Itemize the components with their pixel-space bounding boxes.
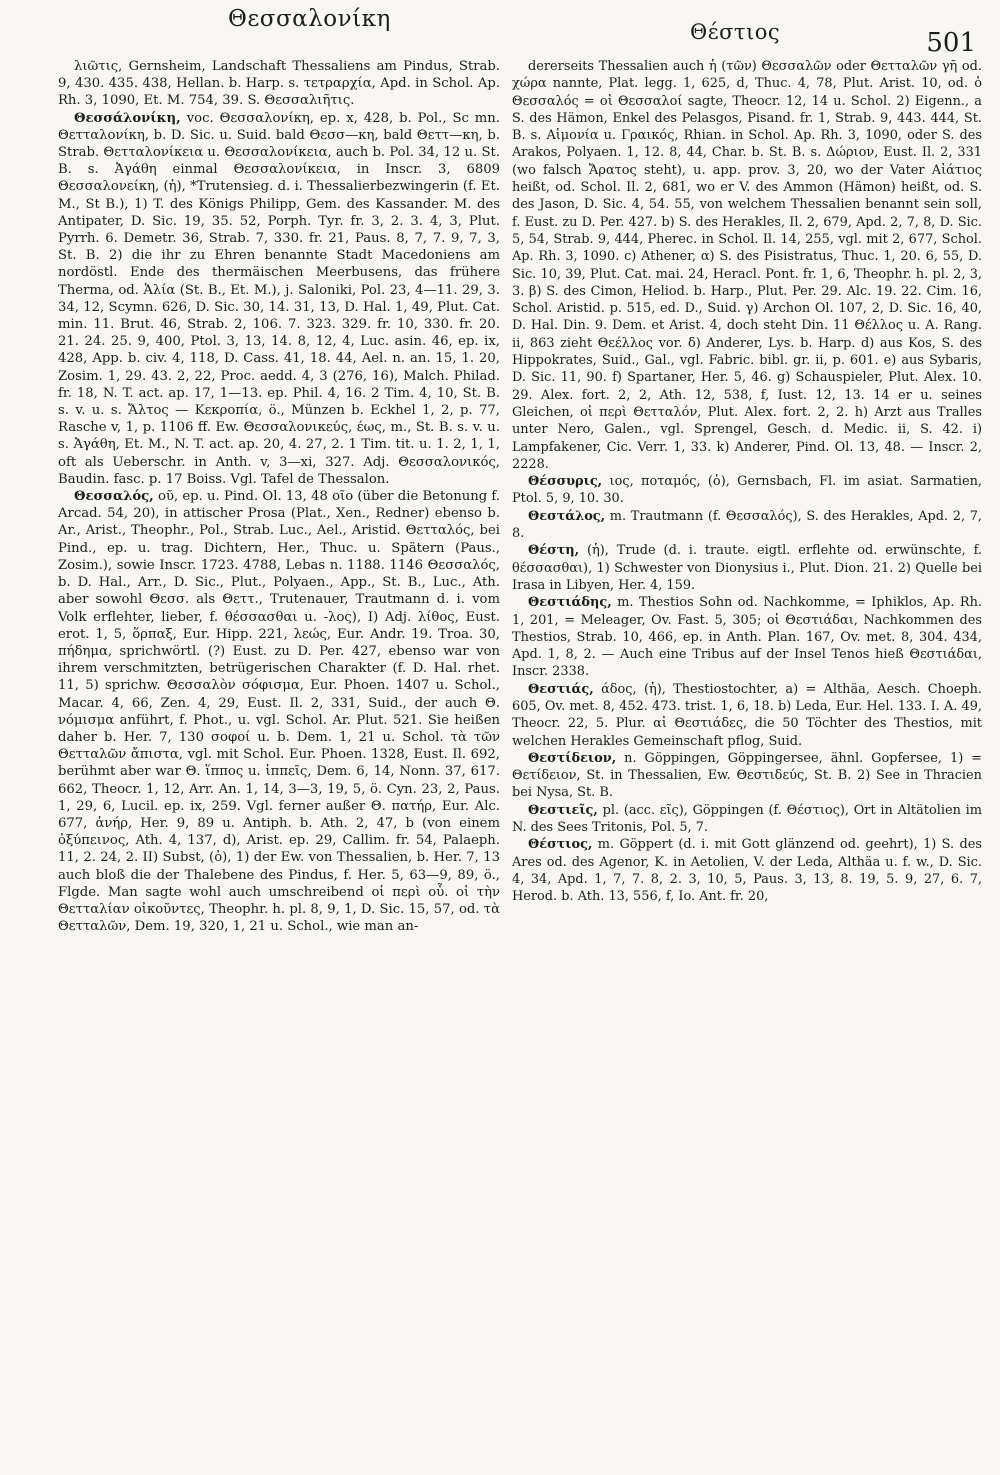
dictionary-entry [58, 58, 500, 110]
right-column [512, 58, 982, 1463]
entry-text: οῦ, ep. u. Pind. Ol. 13, 48 οῖο (über die Betonung f. Arcad. 54, 20), in attischer Prosa (Plat., Xen., Redner) ebenso b. Ar., Arist., Theophr., Pol., Strab. Luc., Ael., Aristid. Θετταλός, bei Pind., ep. u. trag. Dichtern, Her., Thuc. u. Spätern (Paus., Zosim.), sowie Inscr. 1723. 4788, Lebas n. 1188. 1146 Θεσσαλός, b. D. Hal., Arr., D. Sic., Plut., Polyaen., App., St. B., Luc., Ath. aber sowohl Θεσσ. als Θεττ., Trutenauer, Trautmann d. i. vom Volk erflehter, lieber, f. θέσσασθαι u. -λος), I) Adj. λίθος, Eust. erot. 1, 5, ὅρπαξ, Eur. Hipp. 221, λεώς, Eur. Andr. 19. Troa. 30, πήδημα, sprichwörtl. (?) Eust. zu D. Per. 427, ebenso war von ihrem verschmitzten, betrügerischen Charakter (f. D. Hal. rhet. 11, 5) sprichw. Θεσσαλὸν σόφισμα, Eur. Phoen. 1407 u. Schol., Macar. 4, 66, Zen. 4, 29, Eust. Il. 2, 331, Suid., der auch Θ. νόμισμα anführt, f. Phot., u. vgl. Schol. Ar. Plut. 521. Sie heißen daher b. Her. 7, 130 σοφοί u. b. Dem. 1, 21 u. Schol. τὰ τῶν Θετταλῶν ἄπιστα, vgl. mit Schol. Eur. Phoen. 1328, Eust. Il. 692, berühmt aber war Θ. ἵππος u. ἱππεῖς, Dem. 6, 14, Nonn. 37, 617. 662, Theocr. 1, 12, Arr. An. 1, 14, 3—3, 19, 5, ö. Cyn. 23, 2, Paus. 1, 29, 6, Lucil. ep. ix, 259. Vgl. ferner außer Θ. πατήρ, Eur. Alc. 677, ἀνήρ, Her. 9, 89 u. Antiph. b. Ath. 2, 47, b (von einem ὀξύπεινος, Ath. 4, 137, d), Arist. ep. 29, Callim. fr. 54, Palaeph. 11, 2. 24, 2. II) Subst, (ὁ), 1) der Ew. von Thessalien, b. Her. 7, 13 auch bloß die der Thalebene des Pindus, f. Her. 5, 63—9, 89, ö., Flgde. Man sagte wohl auch umschreibend οἱ περὶ οὗ. οἱ τὴν Θετταλίαν οἰκοῦντες, Theophr. h. pl. 8, 9, 1, D. Sic. 15, 57, od. τὰ Θετταλῶν, Dem. 19, 320, 1, 21 u. Schol., wie man an- [58, 489, 500, 935]
entry-headword: Θέσσυρις, [528, 474, 603, 490]
entry-text: m. Thestios Sohn od. Nachkomme, = Iphiklos, Ap. Rh. 1, 201, = Meleager, Ov. Fast. 5, 305; οἱ Θεστιάδαι, Nachkommen des Thestios, Strab. 10, 466, ep. in Anth. Plan. 167, Ov. met. 8, 304. 434, Apd. 1, 8, 2. — Auch eine Tribus auf der Insel Tenos hieß Θεστιάδαι, Inscr. 2338. [512, 595, 982, 680]
entry-headword: Θέστη, [528, 543, 580, 559]
entry-headword: Θεστιεῖς, [528, 802, 598, 818]
entry-text: (ἡ), Trude (d. i. traute. eigtl. erflehte od. erwünschte, f. θέσσασθαι), 1) Schwester von Dionysius i., Plut. Dion. 21. 2) Quelle bei Irasa in Libyen, Her. 4, 159. [512, 543, 982, 593]
running-head-right: Θέστιος [690, 20, 781, 44]
dictionary-entry [512, 542, 982, 594]
running-head-left: Θεσσαλονίκη [228, 6, 391, 32]
entry-text: λιῶτις, Gernsheim, Landschaft Thessaliens am Pindus, Strab. 9, 430. 435. 438, Hellan. b. Harp. s. τετραρχία, Apd. in Schol. Ap. Rh. 3, 1090, Et. M. 754, 39. S. Θεσσαλιῆτις. [58, 59, 500, 109]
entry-headword: Θέστιος, [528, 837, 593, 853]
dictionary-entry [512, 750, 982, 802]
dictionary-entry [512, 508, 982, 543]
dictionary-entry [58, 110, 500, 488]
entry-text: άδος, (ἡ), Thestiostochter, a) = Althäa, Aesch. Choeph. 605, Ov. met. 8, 452. 473. trist. 1, 6, 18. b) Leda, Eur. Hel. 133. I. A. 49, Theocr. 22, 5. Plur. αἱ Θεστιάδες, die 50 Töchter des Thestios, mit welchen Herakles Gemeinschaft pflog, Suid. [512, 681, 982, 749]
dictionary-entry [512, 58, 982, 473]
entry-headword: Θεστίδειον, [528, 750, 617, 766]
entry-text: m. Göppert (d. i. mit Gott glänzend od. geehrt), 1) S. des Ares od. des Agenor, K. in Aetolien, V. der Leda, Althäa u. f. w., D. Sic. 4, 34, Apd. 1, 7, 7. 8, 2. 3, 10, 5, Paus. 3, 13, 8. 19, 5. 9, 27, 6. 7, Herod. b. Ath. 13, 556, f, Io. Ant. fr. 20, [512, 837, 982, 905]
entry-text: voc. Θεσσαλονίκη, ep. x, 428, b. Pol., Sc mn. Θετταλονίκη, b. D. Sic. u. Suid. bald Θεσσ—κη, bald Θεττ—κη, b. Strab. Θετταλονίκεια u. Θεσσαλονίκεια, auch b. Pol. 34, 12 u. St. B. s. Ἀγάθη einmal Θεσσαλονίκεια, in Inscr. 3, 6809 Θεσσαλονείκη, (ἡ), *Trutensieg. d. i. Thessalierbezwingerin (f. Et. M., St B.), 1) T. des Königs Philipp, Gem. des Kassander. M. des Antipater, D. Sic. 19, 35. 52, Porph. Tyr. fr. 3, 2. 3. 4, 3, Plut. Pyrrh. 6. Demetr. 36, Strab. 7, 330. fr. 21, Paus. 8, 7, 7. 9, 7, 3, St. B. 2) die ihr zu Ehren benannte Stadt Macedoniens am nordöstl. Ende des thermäischen Meerbusens, das frühere Therma, od. Ἁλία (St. B., Et. M.), j. Saloniki, Pol. 23, 4—11. 29, 3. 34, 12, Scymn. 626, D. Sic. 30, 14. 31, 13, D. Hal. 1, 49, Plut. Cat. min. 11. Brut. 46, Strab. 2, 106. 7. 323. 329. fr. 10, 330. fr. 20. 21. 24. 25. 9, 400, Ptol. 3, 13, 14. 8, 12, 4, Luc. asin. 46, ep. ix, 428, App. b. civ. 4, 118, D. Cass. 41, 18. 44, Ael. n. an. 15, 1. 20, Zosim. 1, 29. 43. 2, 22, Proc. aedd. 4, 3 (276, 16), Malch. Philad. fr. 18, N. T. act. ap. 17, 1—13. ep. Phil. 4, 16. 2 Tim. 4, 10, St. B. s. v. u. s. Ἄλτος — Κεκροπία, ö., Münzen b. Eckhel 1, 2, p. 77, Rasche v, 1, p. 1106 ff. Ew. Θεσσαλονικεύς, έως, m., St. B. s. v. u. s. Ἀγάθη, Et. M., N. T. act. ap. 20, 4. 27, 2. 1 Tim. tit. u. 1. 2, 1, 1, oft als Ueberschr. in Anth. v, 3—xi, 327. Adj. Θεσσαλονικός, Baudin. fasc. p. 17 Boiss. Vgl. Tafel de Thessalon. [58, 110, 500, 487]
page-number: 501 [926, 28, 976, 58]
entry-text: pl. (acc. εῖς), Göppingen (f. Θέστιος), Ort in Altätolien im N. des Sees Tritonis, Pol. 5, 7. [512, 802, 982, 836]
entry-headword: Θεσσαλός, [74, 489, 154, 505]
entry-text: dererseits Thessalien auch ἡ (τῶν) Θεσσαλῶν oder Θετταλῶν γῆ od. χώρα nannte, Plat. legg. 1, 625, d, Thuc. 4, 78, Plut. Arist. 10, od. ὁ Θεσσαλός = οἱ Θεσσαλοί sagte, Theocr. 12, 14 u. Schol. 2) Eigenn., a S. des Hämon, Enkel des Pelasgos, Pisand. fr. 1, Strab. 9, 443. 444, St. B. s. Αἱμονία u. Γραικός, Rhian. in Schol. Ap. Rh. 3, 1090, oder S. des Arakos, Polyaen. 1, 12. 8, 44, Char. b. St. B. s. Δώριον, Eust. Il. 2, 331 (wo falsch Ἄρατος steht), u. app. prov. 3, 20, wo der Vater Αἰάτιος heißt, od. Schol. Il. 2, 681, wo er V. des Ammon (Hämon) heißt, od. S. des Jason, D. Sic. 4, 54. 55, von welchem Thessalien benannt sein soll, f. Eust. zu D. Per. 427. b) S. des Herakles, Il. 2, 679, Apd. 2, 7, 8, D. Sic. 5, 54, Strab. 9, 444, Pherec. in Schol. Il. 14, 255, vgl. mit 2, 677, Schol. Ap. Rh. 3, 1090. c) Athener, α) S. des Pisistratus, Thuc. 1, 20. 6, 55, D. Sic. 10, 39, Plut. Cat. mai. 24, Heracl. Pont. fr. 1, 6, Theophr. h. pl. 2, 3, 3. β) S. des Cimon, Heliod. b. Harp., Plut. Per. 29. Alc. 19. 22. Cim. 16, Schol. Aristid. p. 515, ed. D., Suid. γ) Archon Ol. 107, 2, D. Sic. 16, 40, D. Hal. Din. 9. Dem. et Arist. 4, doch steht Din. 11 Θέλλος u. A. Rang. ii, 863 zieht Θεέλλος vor. δ) Anderer, Lys. b. Harp. d) aus Kos, S. des Hippokrates, Suid., Gal., vgl. Fabric. bibl. gr. ii, p. 601. e) aus Sybaris, D. Sic. 11, 90. f) Spartaner, Her. 5, 46. g) Schauspieler, Plut. Alex. 10. 29. Alex. fort. 2, 2, Ath. 12, 538, f, Iust. 12, 13. 14 er u. seines Gleichen, οἱ περὶ Θετταλόν, Plut. Alex. fort. 2, 2. h) Arzt aus Tralles unter Nero, Galen., vgl. Sprengel, Gesch. d. Medic. ii, S. 42. i) Lampfakener, Cic. Verr. 1, 33. k) Anderer, Pind. Ol. 13, 48. — Inscr. 2, 2228. [512, 59, 982, 472]
dictionary-entry [58, 488, 500, 935]
dictionary-entry [512, 473, 982, 508]
entry-text: n. Göppingen, Göppingersee, ähnl. Gopfersee, 1) = Θετίδειον, St. in Thessalien, Ew. Θεστιδεύς, St. B. 2) See in Thracien bei Nysa, St. B. [512, 750, 982, 801]
entry-headword: Θεστιάς, [528, 681, 594, 697]
entry-text: m. Trautmann (f. Θεσσαλός), S. des Herakles, Apd. 2, 7, 8. [512, 508, 982, 542]
left-column [58, 58, 500, 1468]
entry-headword: Θεσσάλονίκη, [74, 110, 181, 126]
dictionary-entry [512, 802, 982, 837]
dictionary-entry [512, 681, 982, 750]
entry-headword: Θεστιάδης, [528, 595, 612, 611]
page-header [0, 0, 1000, 60]
entry-headword: Θεστάλος, [528, 508, 606, 524]
dictionary-entry [512, 594, 982, 680]
entry-text: ιος, ποταμός, (ὁ), Gernsbach, Fl. im asiat. Sarmatien, Ptol. 5, 9, 10. 30. [512, 474, 982, 507]
dictionary-entry [512, 836, 982, 905]
